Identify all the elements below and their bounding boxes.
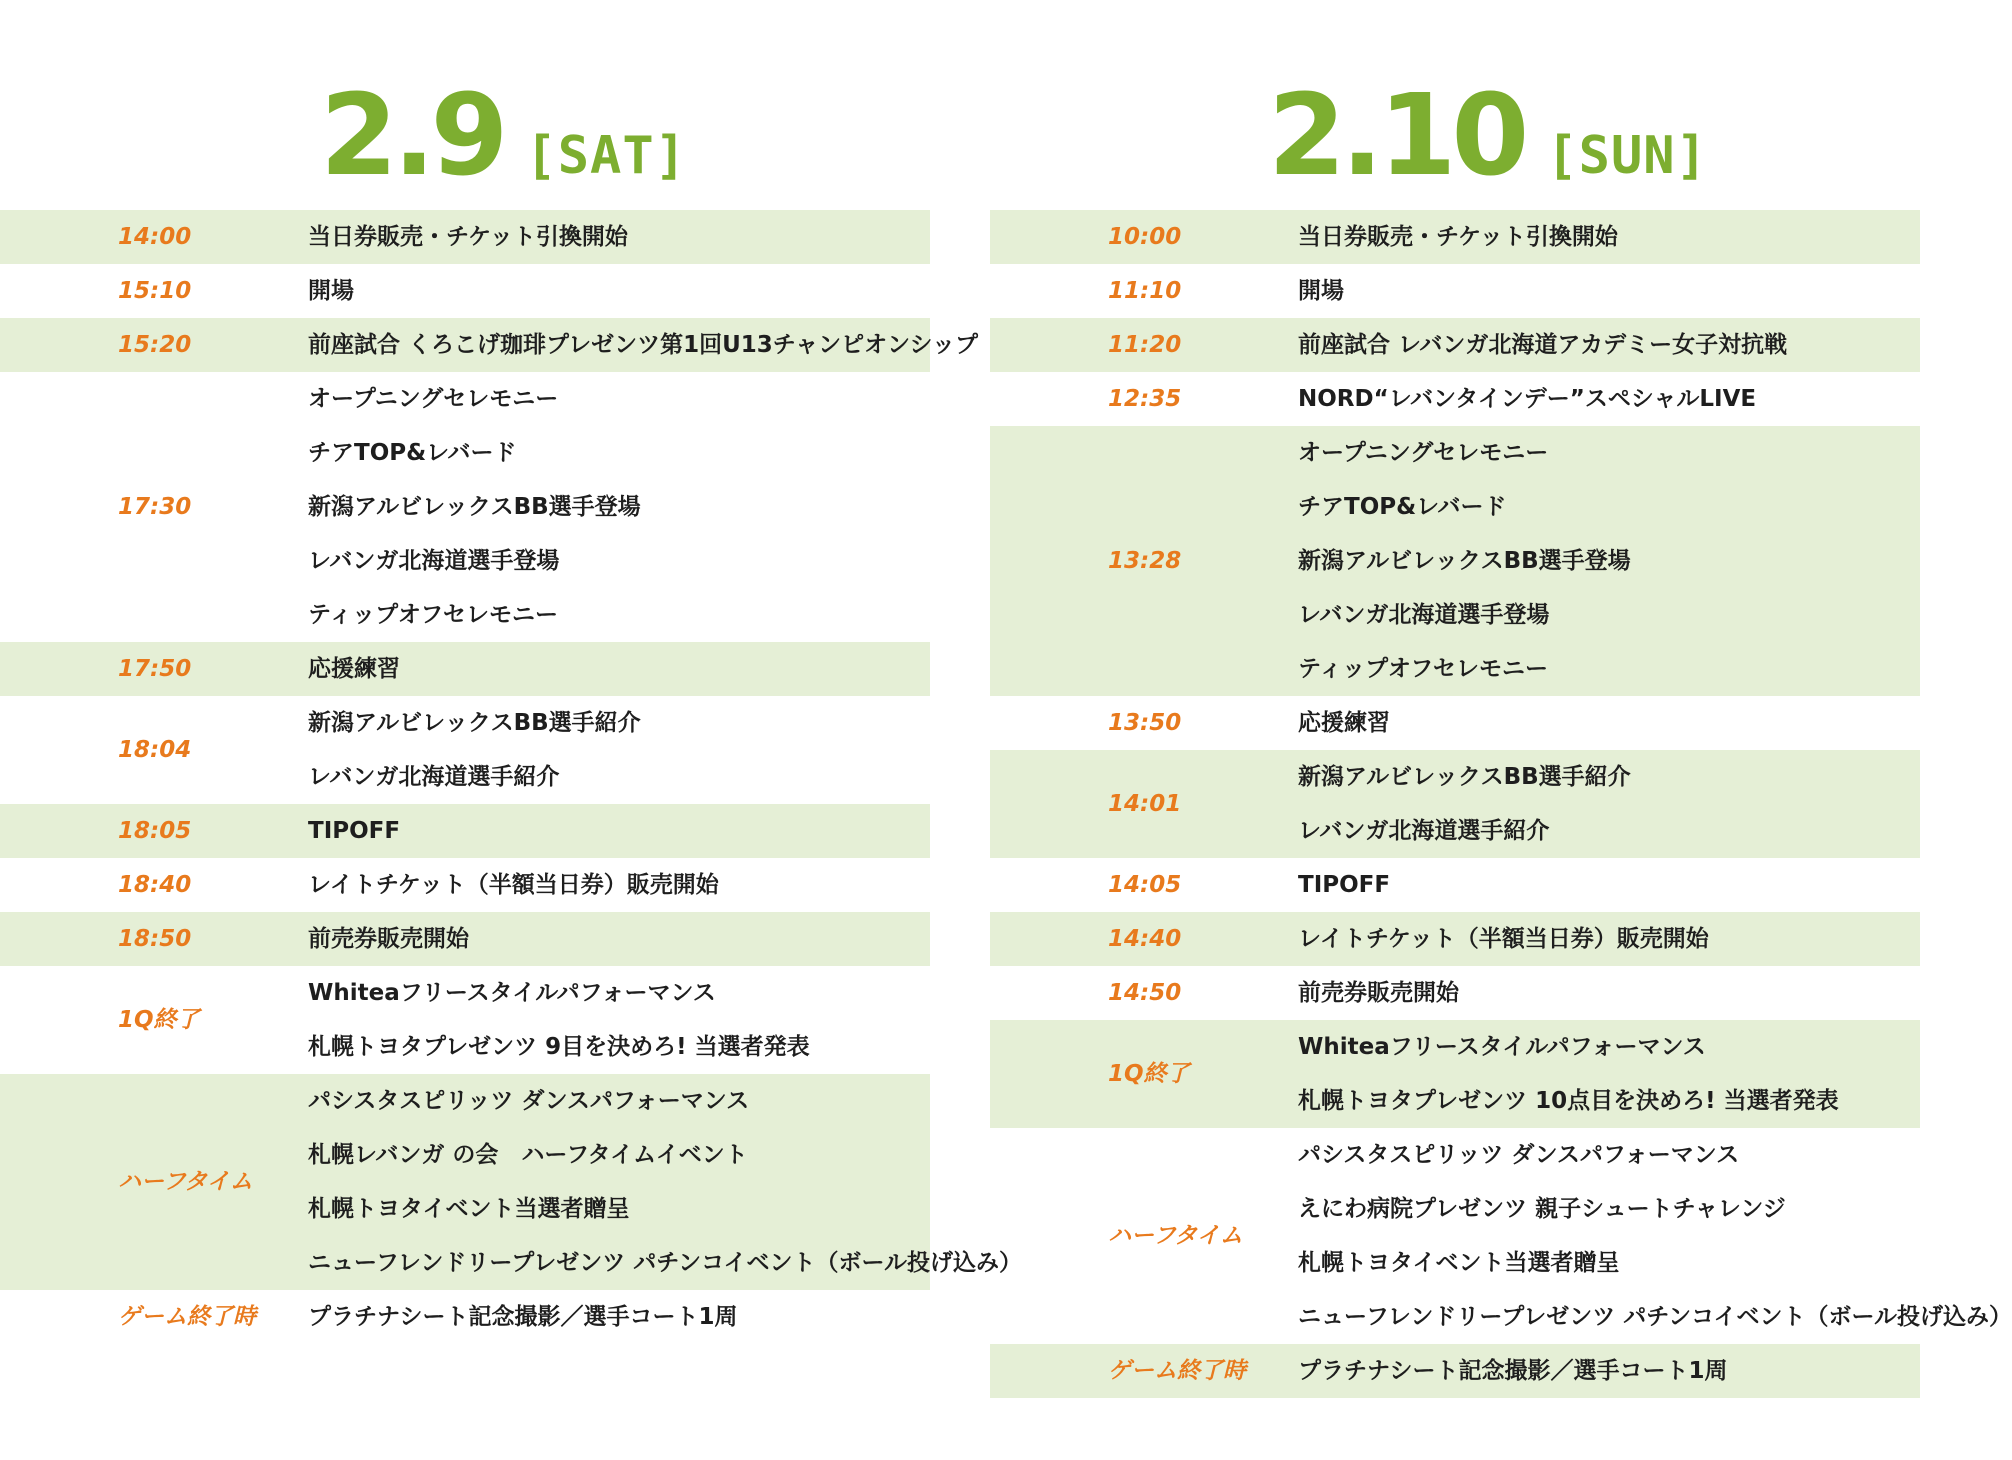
schedule-item: 札幌トヨタプレゼンツ 10点目を決めろ! 当選者発表 [1298,1088,1839,1114]
date-header [320,71,687,201]
schedule-time: 12:35 [1108,386,1182,412]
schedule-time: 11:20 [1108,332,1182,358]
schedule-items [1298,372,1920,426]
schedule-row [990,858,1920,912]
schedule-time: 1Q終了 [1108,1061,1190,1087]
schedule-row [0,858,930,912]
schedule-time: ハーフタイム [1108,1223,1243,1249]
schedule-items [308,696,930,804]
schedule-time: ゲーム終了時 [118,1304,256,1330]
schedule-item: 札幌トヨタイベント当選者贈呈 [308,1196,630,1222]
schedule-item: TIPOFF [308,818,401,844]
schedule-row [990,1344,1920,1398]
schedule-row [990,966,1920,1020]
schedule-item: パシスタスピリッツ ダンスパフォーマンス [1298,1142,1740,1168]
schedule-row [990,1128,2012,1344]
schedule-time: 13:28 [1108,548,1182,574]
schedule-item: 札幌トヨタイベント当選者贈呈 [1298,1250,1620,1276]
schedule-row [990,426,1920,696]
schedule-item: Whiteaフリースタイルパフォーマンス [308,980,716,1006]
schedule-items [308,642,930,696]
schedule-item: チアTOP&レバード [1298,494,1507,520]
schedule-item: ティップオフセレモニー [1298,656,1549,682]
schedule-items [308,804,930,858]
schedule-item: プラチナシート記念撮影／選手コート1周 [308,1304,738,1330]
schedule-items [308,858,930,912]
schedule-items [1298,966,1920,1020]
schedule-list [990,210,2012,1398]
schedule-item: 当日券販売・チケット引換開始 [308,224,628,250]
schedule-time: 18:04 [118,737,192,763]
schedule-items [1298,1128,2012,1344]
schedule-time: 18:05 [118,818,192,844]
schedule-items [1298,858,1920,912]
schedule-item: TIPOFF [1298,872,1391,898]
schedule-item: 新潟アルビレックスBB選手紹介 [308,710,641,736]
schedule-time: 14:05 [1108,872,1182,898]
schedule-item: ティップオフセレモニー [308,602,559,628]
schedule-item: 開場 [1298,278,1344,304]
day-of-week: [SUN] [1546,126,1708,186]
schedule-item: えにわ病院プレゼンツ 親子シュートチャレンジ [1298,1196,1786,1222]
schedule-row [990,912,1920,966]
schedule-row [990,696,1920,750]
schedule-row [990,1020,1920,1128]
schedule-row [0,804,930,858]
schedule-row [0,264,930,318]
schedule-time: 13:50 [1108,710,1182,736]
schedule-items [308,210,930,264]
schedule-row [0,696,930,804]
schedule-items [1298,750,1920,858]
schedule-items [308,1074,1022,1290]
schedule-item: レイトチケット（半額当日券）販売開始 [308,872,719,898]
schedule-row [0,1290,930,1344]
schedule-time: ハーフタイム [118,1169,253,1195]
schedule-item: レバンガ北海道選手登場 [308,548,560,574]
schedule-time: 10:00 [1108,224,1182,250]
schedule-time: 17:50 [118,656,192,682]
schedule-row [0,1074,1022,1290]
schedule-item: 応援練習 [308,656,400,682]
schedule-row [0,210,930,264]
schedule-time: 14:40 [1108,926,1182,952]
schedule-row [990,210,1920,264]
schedule-items [1298,426,1920,696]
schedule-row [990,318,1920,372]
schedule-item: レバンガ北海道選手紹介 [308,764,560,790]
schedule-item: 前座試合 くろこげ珈琲プレゼンツ第1回U13チャンピオンシップ [308,332,979,358]
schedule-row [0,372,930,642]
schedule-row [0,642,930,696]
schedule-item: レイトチケット（半額当日券）販売開始 [1298,926,1709,952]
schedule-items [308,372,930,642]
schedule-item: レバンガ北海道選手登場 [1298,602,1550,628]
schedule-item: 前売券販売開始 [1298,980,1459,1006]
schedule-items [308,264,930,318]
schedule-item: プラチナシート記念撮影／選手コート1周 [1298,1358,1728,1384]
schedule-time: 11:10 [1108,278,1182,304]
schedule-item: 当日券販売・チケット引換開始 [1298,224,1618,250]
schedule-item: 前売券販売開始 [308,926,469,952]
schedule-time: 18:40 [118,872,192,898]
schedule-item: ニューフレンドリープレゼンツ パチンコイベント（ボール投げ込み） [308,1250,1022,1276]
schedule-items [308,966,930,1074]
schedule-item: 前座試合 レバンガ北海道アカデミー女子対抗戦 [1298,332,1788,358]
schedule-items [308,912,930,966]
schedule-row [0,318,979,372]
schedule-time: 14:00 [118,224,192,250]
schedule-item: チアTOP&レバード [308,440,517,466]
schedule-time: 14:50 [1108,980,1182,1006]
schedule-item: 新潟アルビレックスBB選手登場 [308,494,641,520]
date-number: 2.10 [1268,71,1525,201]
schedule-items [1298,696,1920,750]
schedule-item: 新潟アルビレックスBB選手紹介 [1298,764,1631,790]
schedule-items [308,1290,930,1344]
schedule-items [1298,1020,1920,1128]
schedule-items [1298,1344,1920,1398]
schedule-time: 15:20 [118,332,192,358]
schedule-item: 札幌レバンガ の会 ハーフタイムイベント [308,1142,748,1168]
date-number: 2.9 [320,71,504,201]
schedule-items [1298,210,1920,264]
schedule-items [1298,912,1920,966]
schedule-item: 新潟アルビレックスBB選手登場 [1298,548,1631,574]
schedule-time: 15:10 [118,278,192,304]
schedule-row [0,966,930,1074]
schedule-item: 札幌トヨタプレゼンツ 9目を決めろ! 当選者発表 [308,1034,810,1060]
schedule-row [990,264,1920,318]
schedule-row [0,912,930,966]
schedule-list [0,210,1022,1344]
schedule-item: オープニングセレモニー [1298,440,1549,466]
schedule-items [1298,264,1920,318]
schedule-item: 応援練習 [1298,710,1390,736]
schedule-row [990,372,1920,426]
schedule-item: パシスタスピリッツ ダンスパフォーマンス [308,1088,750,1114]
schedule-time: 17:30 [118,494,192,520]
schedule-item: 開場 [308,278,354,304]
schedule-items [308,318,979,372]
schedule-item: Whiteaフリースタイルパフォーマンス [1298,1034,1706,1060]
date-header [1268,71,1708,201]
schedule-item: オープニングセレモニー [308,386,559,412]
schedule-time: 14:01 [1108,791,1182,817]
schedule-time: 1Q終了 [118,1007,200,1033]
schedule-item: レバンガ北海道選手紹介 [1298,818,1550,844]
schedule-item: ニューフレンドリープレゼンツ パチンコイベント（ボール投げ込み） [1298,1304,2012,1330]
schedule-item: NORD“レバンタインデー”スペシャルLIVE [1298,386,1757,412]
schedule-time: ゲーム終了時 [1108,1358,1246,1384]
schedule-items [1298,318,1920,372]
schedule-row [990,750,1920,858]
day-of-week: [SAT] [525,126,687,186]
schedule-time: 18:50 [118,926,192,952]
